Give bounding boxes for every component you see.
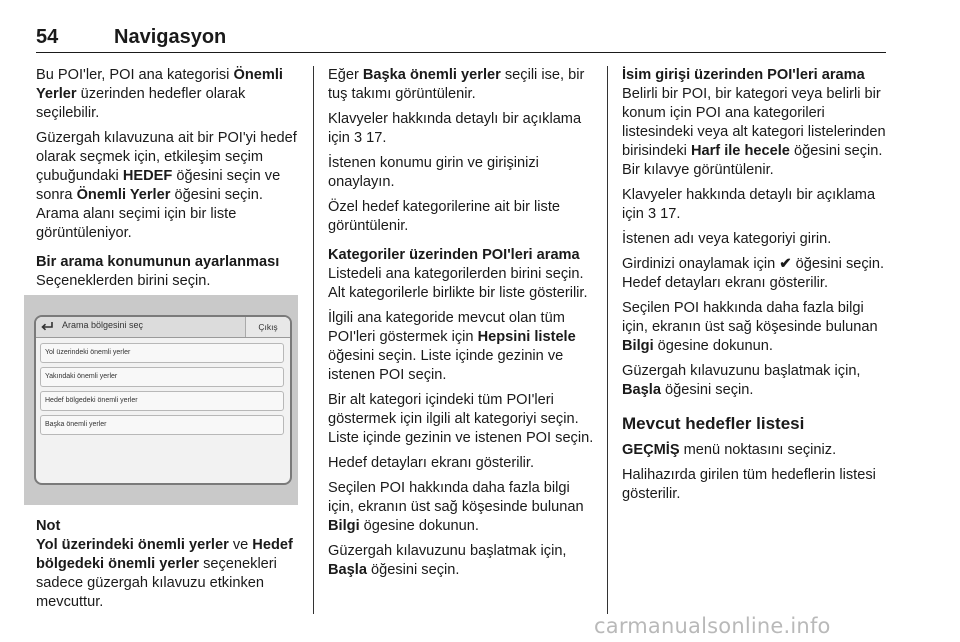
page-title: Navigasyon: [114, 26, 227, 48]
screen-header: [36, 317, 290, 338]
paragraph: Güzergah kılavuzuna ait bir POI'yi hedef olarak seçmek için, etkileşim seçim çubuğundaki HEDEF öğesini seçin ve sonra Önemli Yerler öğesini seçin. Arama alanı seçimi için bir liste görüntüleniyor.: [36, 130, 297, 241]
paragraph: Girdinizi onaylamak için ✔ öğesini seçin. Hedef detayları ekranı gösterilir.: [622, 256, 885, 291]
section-heading: Mevcut hedefler listesi: [622, 414, 805, 433]
watermark: carmanualsonline.info: [594, 614, 831, 638]
reference-arrow-icon[interactable]: 3: [647, 206, 657, 222]
checkmark-icon: ✔: [779, 256, 792, 272]
paragraph: İlgili ana kategoride mevcut olan tüm POI'leri göstermek için Hepsini listele öğesini seçin. Liste içinde gezinin ve istenen POI seçin.: [328, 310, 576, 383]
list-item[interactable]: Başka önemli yerler: [40, 415, 284, 435]
column-divider: [607, 66, 608, 614]
device-screen: [34, 315, 292, 485]
back-arrow-icon[interactable]: [40, 320, 54, 333]
note-text: Yol üzerindeki önemli yerler ve Hedef bölgedeki önemli yerler seçenekleri sadece güzergah kılavuzu etkinken mevcuttur.: [36, 537, 293, 610]
paragraph: Bir alt kategori içindeki tüm POI'leri göstermek için ilgili alt kategoriyi seçin. Liste içinde gezinin ve istenen POI seçin.: [328, 392, 594, 446]
column-1: [36, 66, 302, 297]
paragraph: Listedeli ana kategorilerden birini seçin. Alt kategorilerle birlikte bir liste gösterilir.: [328, 266, 588, 301]
note-label: Not: [36, 518, 61, 534]
section-heading: Bir arama konumunun ayarlanması: [36, 254, 280, 270]
paragraph: Güzergah kılavuzunu başlatmak için, Başla öğesini seçin.: [328, 543, 567, 578]
list-item[interactable]: Yol üzerindeki önemli yerler: [40, 343, 284, 363]
paragraph: İstenen adı veya kategoriyi girin.: [622, 231, 832, 247]
paragraph: Güzergah kılavuzunu başlatmak için, Başla öğesini seçin.: [622, 363, 861, 398]
column-3: [622, 66, 888, 510]
paragraph: Özel hedef kategorilerine ait bir liste görüntülenir.: [328, 199, 560, 234]
paragraph: Seçilen POI hakkında daha fazla bilgi için, ekranın üst sağ köşesinde bulunan Bilgi ögesine dokunun.: [328, 480, 584, 534]
list-item[interactable]: Yakındaki önemli yerler: [40, 367, 284, 387]
column-divider: [313, 66, 314, 614]
note-box: [36, 517, 302, 612]
reference-arrow-icon[interactable]: 3: [353, 130, 363, 146]
page-number: 54: [36, 26, 59, 48]
paragraph: İstenen konumu girin ve girişinizi onaylayın.: [328, 155, 539, 190]
paragraph: Belirli bir POI, bir kategori veya belirli bir konum için POI ana kategorileri listesindeki veya alt kategori listelerinden birisindeki Harf ile hecele öğesini seçin. Bir kılavye görüntülenir.: [622, 86, 886, 178]
screen-title: Arama bölgesini seç: [62, 320, 144, 330]
paragraph: Seçilen POI hakkında daha fazla bilgi için, ekranın üst sağ köşesinde bulunan Bilgi ögesine dokunun.: [622, 300, 878, 354]
paragraph: Halihazırda girilen tüm hedeflerin listesi gösterilir.: [622, 467, 876, 502]
section-heading: İsim girişi üzerinden POI'leri arama: [622, 67, 865, 83]
paragraph: Bu POI'ler, POI ana kategorisi Önemli Yerler üzerinden hedefler olarak seçilebilir.: [36, 67, 283, 121]
header-divider: [36, 52, 886, 53]
paragraph: Eğer Başka önemli yerler seçili ise, bir tuş takımı görüntülenir.: [328, 67, 585, 102]
page-header: [36, 26, 886, 52]
column-2: [328, 66, 594, 586]
section-heading: Kategoriler üzerinden POI'leri arama: [328, 247, 580, 263]
paragraph: Seçeneklerden birini seçin.: [36, 273, 211, 289]
paragraph: GEÇMİŞ menü noktasını seçiniz.: [622, 442, 837, 458]
paragraph: Hedef detayları ekranı gösterilir.: [328, 455, 535, 471]
screenshot-figure: [24, 295, 298, 505]
paragraph: Klavyeler hakkında detaylı bir açıklama için 3 17.: [328, 111, 582, 146]
paragraph: Klavyeler hakkında detaylı bir açıklama için 3 17.: [622, 187, 876, 222]
list-item[interactable]: Hedef bölgedeki önemli yerler: [40, 391, 284, 411]
exit-button[interactable]: Çıkış: [245, 317, 290, 337]
